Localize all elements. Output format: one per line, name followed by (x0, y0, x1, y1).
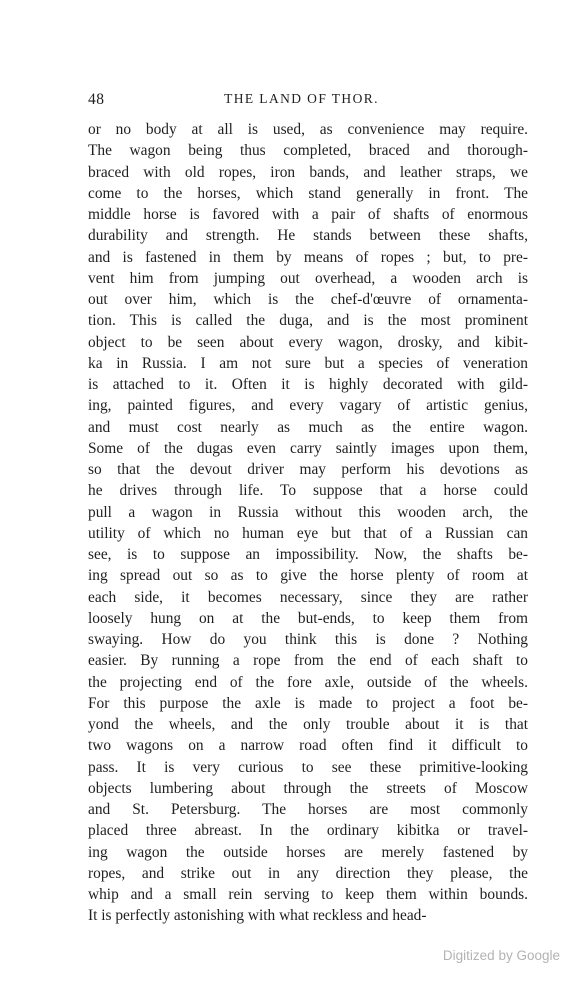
text-line: ing spread out so as to give the horse plenty of room at (88, 567, 528, 585)
text-line: ropes, and strike out in any direction they please, the (88, 864, 528, 882)
text-line: loosely hung on at the but-ends, to keep them from (88, 609, 528, 627)
text-line: each side, it becomes necessary, since they are rather (88, 588, 528, 606)
text-line: middle horse is favored with a pair of shafts of enormous (88, 206, 528, 223)
text-line: he drives through life. To suppose that a horse could (88, 482, 528, 500)
text-line: two wagons on a narrow road often find it difficult to (88, 737, 528, 755)
text-line: so that the devout driver may perform his devotions as (88, 461, 528, 478)
text-line: and must cost nearly as much as the entire wagon. (88, 418, 528, 436)
text-line: durability and strength. He stands between these shafts, (88, 227, 528, 245)
running-head: THE LAND OF THOR. (224, 91, 379, 106)
text-line: ing wagon the outside horses are merely fastened by (88, 843, 528, 861)
text-line: whip and a small rein serving to keep them within bounds. (88, 886, 528, 903)
text-line: ka in Russia. I am not sure but a species of veneration (88, 354, 528, 372)
text-line: and St. Petersburg. The horses are most commonly (88, 801, 528, 818)
text-line: pull a wagon in Russia without this wooden arch, the (88, 503, 528, 521)
text-line: come to the horses, which stand generally in front. The (88, 184, 528, 202)
digitization-watermark: Digitized by Google (442, 948, 560, 963)
text-line: easier. By running a rope from the end of each shaft to (88, 652, 528, 670)
text-line: see, is to suppose an impossibility. Now, the shafts be- (88, 546, 528, 563)
text-line: Some of the dugas even carry saintly images upon them, (88, 439, 528, 457)
text-line: or no body at all is used, as convenience may require. (88, 121, 528, 138)
body-text (88, 119, 528, 927)
text-line: is attached to it. Often it is highly decorated with gild- (88, 376, 528, 393)
text-line: vent him from jumping out overhead, a wooden arch is (88, 269, 528, 287)
text-line: utility of which no human eye but that of a Russian can (88, 524, 528, 542)
text-line: objects lumbering about through the streets of Moscow (88, 779, 528, 797)
text-line: braced with old ropes, iron bands, and leather straps, we (88, 163, 528, 181)
text-line: The wagon being thus completed, braced and thorough- (88, 142, 528, 160)
text-line: ing, painted figures, and every vagary of artistic genius, (88, 397, 528, 415)
page-number: 48 (88, 91, 105, 108)
text-line: It is perfectly astonishing with what reckless and head- (88, 907, 427, 925)
text-line: pass. It is very curious to see these primitive-looking (88, 758, 528, 776)
text-line: and is fastened in them by means of ropes ; but, to pre- (88, 248, 528, 266)
text-line: the projecting end of the fore axle, outside of the wheels. (88, 673, 528, 691)
text-line: tion. This is called the duga, and is the most prominent (88, 312, 528, 330)
text-line: For this purpose the axle is made to project a foot be- (88, 694, 528, 712)
text-line: placed three abreast. In the ordinary kibitka or travel- (88, 822, 528, 840)
text-line: object to be seen about every wagon, drosky, and kibit- (88, 333, 528, 351)
text-line: swaying. How do you think this is done ? Nothing (88, 631, 528, 648)
text-line: out over him, which is the chef-d'œuvre of ornamenta- (88, 291, 528, 308)
text-line: yond the wheels, and the only trouble about it is that (88, 716, 528, 733)
